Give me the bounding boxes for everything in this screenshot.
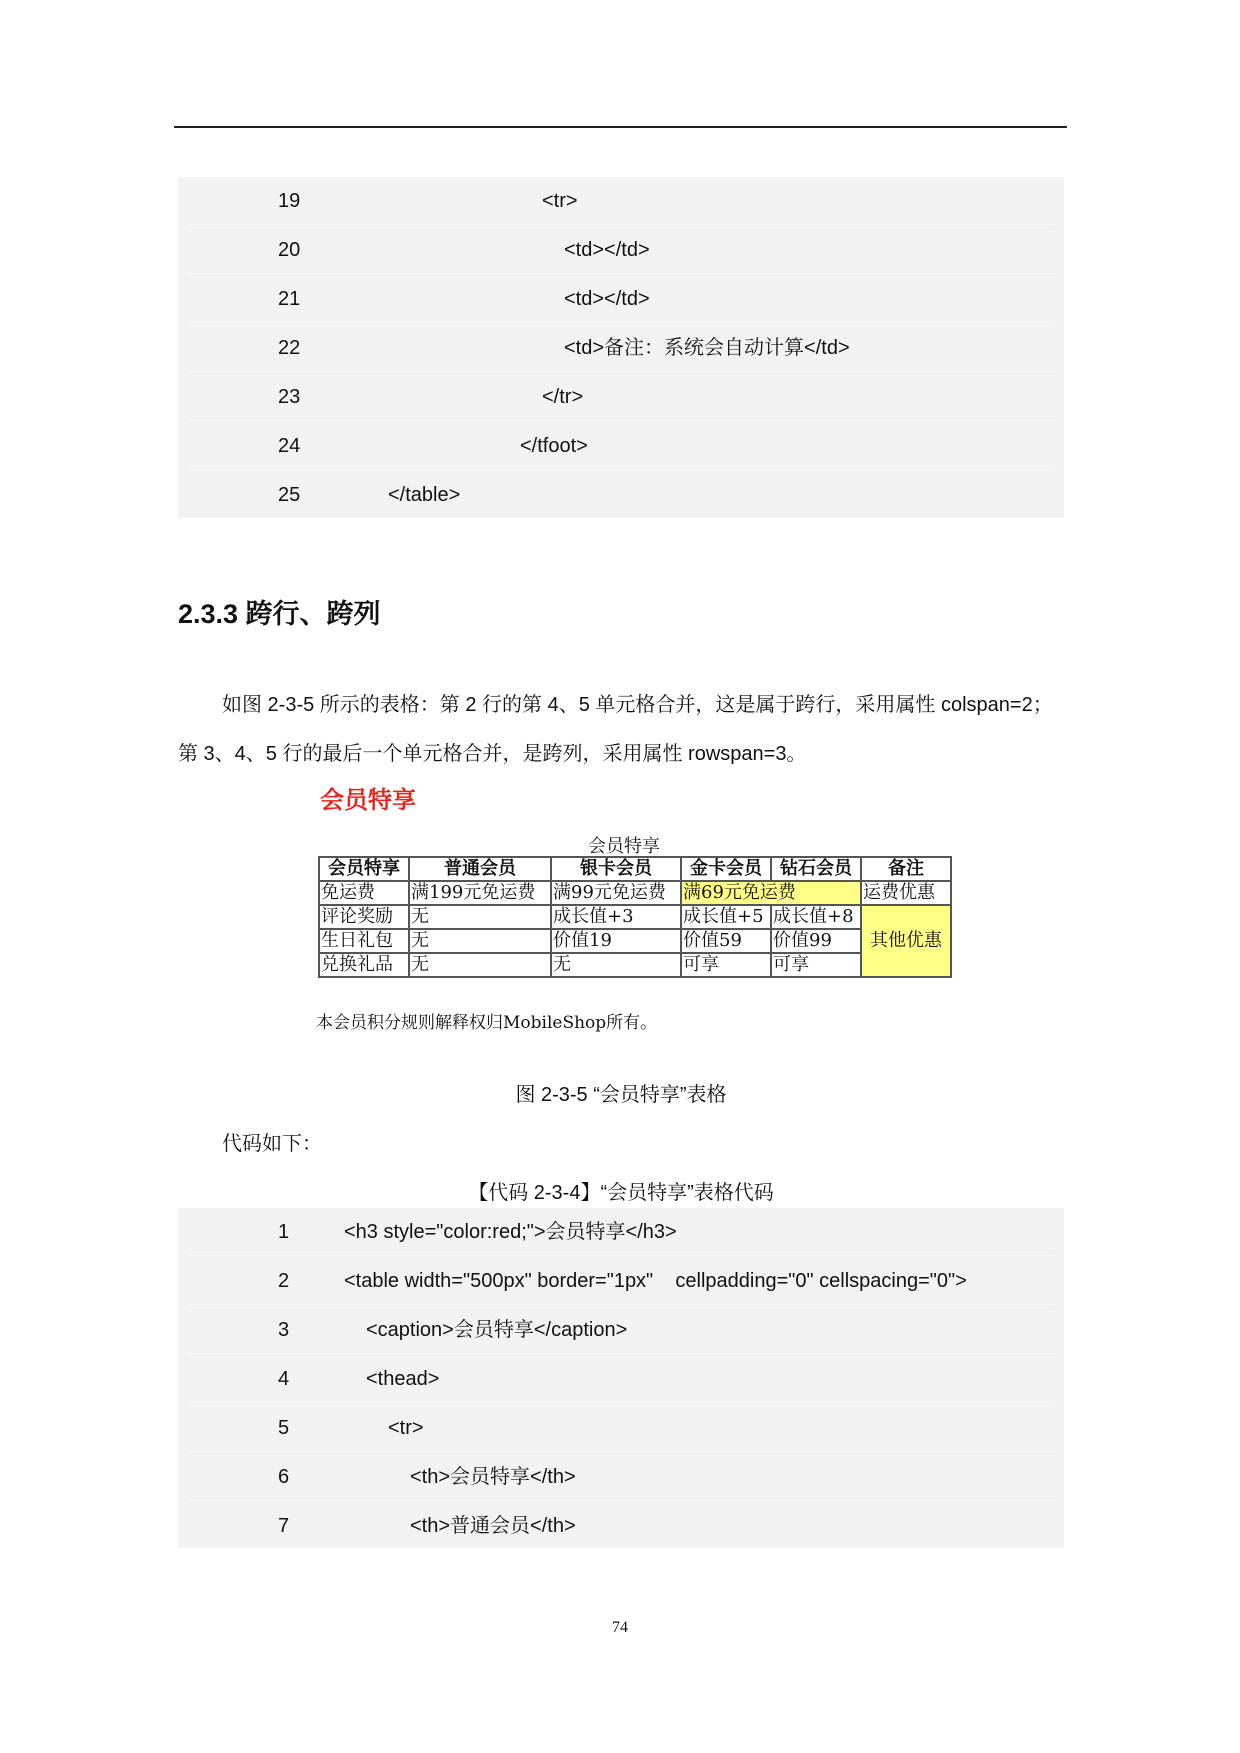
table-cell: 成长值+3 bbox=[551, 905, 681, 929]
figure-table-caption: 会员特享 bbox=[588, 836, 660, 856]
table-header-row bbox=[319, 857, 951, 881]
table-row bbox=[319, 905, 951, 929]
table-cell: 可享 bbox=[771, 953, 861, 977]
table-header: 钻石会员 bbox=[771, 857, 861, 881]
table-cell: 无 bbox=[409, 953, 551, 977]
table-cell: 免运费 bbox=[319, 881, 409, 905]
table-header: 备注 bbox=[861, 857, 951, 881]
table-row bbox=[319, 953, 951, 977]
table-cell: 满99元免运费 bbox=[551, 881, 681, 905]
table-cell: 生日礼包 bbox=[319, 929, 409, 953]
table-cell: 成长值+5 bbox=[681, 905, 771, 929]
code-line bbox=[178, 1453, 1064, 1501]
code-line bbox=[178, 1306, 1064, 1354]
member-table bbox=[318, 856, 952, 978]
code-title: 【代码 2-3-4】“会员特享”表格代码 bbox=[468, 1182, 774, 1204]
paragraph-line-1: 如图 2-3-5 所示的表格：第 2 行的第 4、5 单元格合并，这是属于跨行，采用属性 colspan=2； bbox=[222, 694, 1053, 716]
table-cell-rowspan: 其他优惠 bbox=[861, 905, 951, 977]
code-line bbox=[178, 1208, 1064, 1256]
code-line bbox=[178, 422, 1064, 470]
line-number: 20 bbox=[278, 239, 301, 261]
line-number: 22 bbox=[278, 337, 301, 359]
code-text: <tr> bbox=[388, 1417, 424, 1439]
paragraph-line-2: 第 3、4、5 行的最后一个单元格合并，是跨列，采用属性 rowspan=3。 bbox=[178, 743, 807, 765]
code-line bbox=[178, 226, 1064, 274]
line-number: 7 bbox=[278, 1515, 290, 1537]
line-number: 5 bbox=[278, 1417, 290, 1439]
code-line bbox=[178, 471, 1064, 519]
code-line bbox=[178, 275, 1064, 323]
table-row bbox=[319, 929, 951, 953]
table-header: 普通会员 bbox=[409, 857, 551, 881]
code-line bbox=[178, 324, 1064, 372]
figure-caption: 图 2-3-5 “会员特享”表格 bbox=[515, 1084, 727, 1106]
table-cell: 满199元免运费 bbox=[409, 881, 551, 905]
table-cell: 成长值+8 bbox=[771, 905, 861, 929]
line-number: 2 bbox=[278, 1270, 290, 1292]
line-number: 19 bbox=[278, 190, 301, 212]
table-cell: 无 bbox=[409, 929, 551, 953]
line-number: 24 bbox=[278, 435, 301, 457]
line-number: 6 bbox=[278, 1466, 290, 1488]
code-text: <th>会员特享</th> bbox=[410, 1466, 576, 1488]
table-row bbox=[319, 881, 951, 905]
page-number: 74 bbox=[612, 1619, 628, 1636]
code-line bbox=[178, 373, 1064, 421]
code-text: <tr> bbox=[542, 190, 578, 212]
code-line bbox=[178, 1257, 1064, 1305]
code-text: <table width="500px" border="1px" cellpadding="0" cellspacing="0"> bbox=[344, 1270, 967, 1292]
code-text: </tr> bbox=[542, 386, 584, 408]
table-cell: 价值99 bbox=[771, 929, 861, 953]
table-cell: 运费优惠 bbox=[861, 881, 951, 905]
table-cell-colspan: 满69元免运费 bbox=[681, 881, 861, 905]
table-cell: 可享 bbox=[681, 953, 771, 977]
figure-note: 本会员积分规则解释权归MobileShop所有。 bbox=[316, 1013, 658, 1033]
code-line bbox=[178, 1502, 1064, 1550]
table-cell: 无 bbox=[551, 953, 681, 977]
code-line bbox=[178, 1355, 1064, 1403]
table-cell: 价值19 bbox=[551, 929, 681, 953]
line-number: 3 bbox=[278, 1319, 290, 1341]
section-title: 2.3.3 跨行、跨列 bbox=[178, 599, 381, 629]
code-text: <td></td> bbox=[564, 239, 650, 261]
line-number: 25 bbox=[278, 484, 301, 506]
code-text: </table> bbox=[388, 484, 461, 506]
header-rule bbox=[174, 126, 1067, 128]
line-number: 4 bbox=[278, 1368, 290, 1390]
line-number: 21 bbox=[278, 288, 301, 310]
code-line bbox=[178, 1404, 1064, 1452]
code-text: <th>普通会员</th> bbox=[410, 1515, 576, 1537]
code-block-bottom bbox=[178, 1208, 1064, 1548]
code-text: </tfoot> bbox=[520, 435, 588, 457]
code-text: <td></td> bbox=[564, 288, 650, 310]
code-intro: 代码如下： bbox=[222, 1133, 322, 1155]
table-header: 金卡会员 bbox=[681, 857, 771, 881]
table-cell: 评论奖励 bbox=[319, 905, 409, 929]
code-text: <h3 style="color:red;">会员特享</h3> bbox=[344, 1221, 677, 1243]
code-text: <td>备注：系统会自动计算</td> bbox=[564, 337, 850, 359]
table-cell: 无 bbox=[409, 905, 551, 929]
code-line bbox=[178, 177, 1064, 225]
code-text: <thead> bbox=[366, 1368, 440, 1390]
line-number: 1 bbox=[278, 1221, 290, 1243]
code-block-top bbox=[178, 177, 1064, 518]
table-header: 会员特享 bbox=[319, 857, 409, 881]
table-cell: 价值59 bbox=[681, 929, 771, 953]
table-cell: 兑换礼品 bbox=[319, 953, 409, 977]
figure-heading: 会员特享 bbox=[320, 785, 416, 814]
code-text: <caption>会员特享</caption> bbox=[366, 1319, 628, 1341]
line-number: 23 bbox=[278, 386, 301, 408]
figure-member-table bbox=[316, 780, 956, 1036]
table-header: 银卡会员 bbox=[551, 857, 681, 881]
